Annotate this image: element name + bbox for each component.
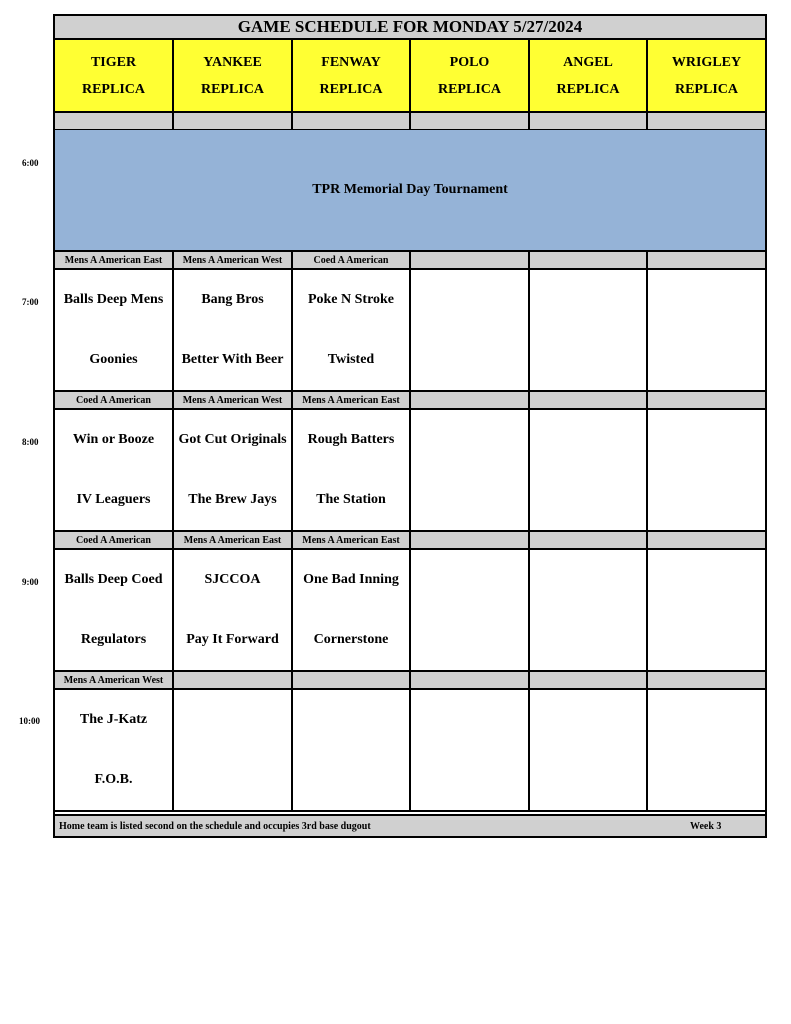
division-label: Mens A American West bbox=[174, 252, 293, 270]
away-team: One Bad Inning bbox=[303, 572, 399, 587]
home-team: The Station bbox=[316, 492, 386, 507]
field-sub: REPLICA bbox=[556, 81, 620, 97]
division-label bbox=[530, 392, 648, 410]
division-label bbox=[648, 392, 765, 410]
schedule-title: GAME SCHEDULE FOR MONDAY 5/27/2024 bbox=[55, 16, 765, 40]
division-label: Mens A American East bbox=[174, 532, 293, 550]
away-team: Bang Bros bbox=[201, 292, 264, 307]
game-cell bbox=[411, 550, 530, 672]
division-label: Coed A American bbox=[55, 532, 174, 550]
field-sub: REPLICA bbox=[200, 81, 264, 97]
away-team: Balls Deep Mens bbox=[63, 292, 164, 307]
spacer-cell bbox=[293, 113, 411, 131]
schedule-sheet bbox=[53, 14, 767, 838]
game-cell bbox=[55, 690, 174, 812]
footer-note: Home team is listed second on the schedule and occupies 3rd base dugout bbox=[59, 821, 371, 832]
division-label bbox=[293, 672, 411, 690]
spacer-cell bbox=[530, 113, 648, 131]
division-label bbox=[648, 252, 765, 270]
division-row bbox=[55, 392, 765, 410]
field-name: ANGEL bbox=[563, 54, 613, 70]
game-cell bbox=[411, 270, 530, 392]
field-sub: REPLICA bbox=[81, 81, 145, 97]
division-label bbox=[411, 532, 530, 550]
time-label: 8:00 bbox=[22, 437, 39, 447]
game-cell bbox=[55, 550, 174, 672]
division-label bbox=[530, 532, 648, 550]
spacer-cell bbox=[55, 113, 174, 131]
away-team: Balls Deep Coed bbox=[64, 572, 163, 587]
division-label bbox=[174, 672, 293, 690]
spacer-cell bbox=[174, 113, 293, 131]
home-team: Goonies bbox=[89, 352, 138, 367]
field-sub: REPLICA bbox=[437, 81, 501, 97]
field-header-polo bbox=[411, 40, 530, 113]
away-team: The J-Katz bbox=[79, 712, 148, 727]
division-label: Mens A American West bbox=[55, 672, 174, 690]
game-cell bbox=[648, 550, 765, 672]
game-cell bbox=[530, 550, 648, 672]
away-team: Rough Batters bbox=[307, 432, 395, 447]
home-team: F.O.B. bbox=[94, 772, 133, 787]
game-cell bbox=[293, 550, 411, 672]
away-team: Poke N Stroke bbox=[307, 292, 395, 307]
game-cell bbox=[411, 690, 530, 812]
division-label: Coed A American bbox=[55, 392, 174, 410]
game-slot-row bbox=[55, 690, 765, 812]
field-header-fenway bbox=[293, 40, 411, 113]
division-label bbox=[648, 672, 765, 690]
game-cell bbox=[648, 410, 765, 532]
field-name: POLO bbox=[449, 54, 490, 70]
game-cell bbox=[174, 690, 293, 812]
game-cell bbox=[293, 270, 411, 392]
game-slot-row bbox=[55, 410, 765, 532]
game-cell bbox=[648, 690, 765, 812]
game-cell bbox=[411, 410, 530, 532]
home-team: Cornerstone bbox=[313, 632, 389, 647]
game-cell bbox=[174, 550, 293, 672]
footer-bar bbox=[55, 814, 765, 836]
header-spacer-row bbox=[55, 113, 765, 131]
division-label bbox=[530, 672, 648, 690]
field-sub: REPLICA bbox=[674, 81, 738, 97]
game-cell bbox=[293, 410, 411, 532]
division-label: Mens A American East bbox=[293, 532, 411, 550]
field-header-row bbox=[55, 40, 765, 113]
division-row bbox=[55, 672, 765, 690]
field-header-angel bbox=[530, 40, 648, 113]
away-team: Got Cut Originals bbox=[178, 432, 287, 447]
field-name: TIGER bbox=[90, 54, 137, 70]
division-label: Coed A American bbox=[293, 252, 411, 270]
game-cell bbox=[174, 410, 293, 532]
home-team: Pay It Forward bbox=[186, 632, 279, 647]
division-label: Mens A American East bbox=[293, 392, 411, 410]
field-name: WRIGLEY bbox=[671, 54, 742, 70]
division-label bbox=[411, 392, 530, 410]
time-label: 6:00 bbox=[22, 158, 39, 168]
time-label: 9:00 bbox=[22, 577, 39, 587]
game-cell bbox=[530, 690, 648, 812]
field-sub: REPLICA bbox=[319, 81, 383, 97]
home-team: Regulators bbox=[80, 632, 147, 647]
division-label bbox=[411, 672, 530, 690]
game-cell bbox=[293, 690, 411, 812]
game-cell bbox=[648, 270, 765, 392]
field-header-tiger bbox=[55, 40, 174, 113]
field-header-wrigley bbox=[648, 40, 765, 113]
division-label bbox=[530, 252, 648, 270]
game-cell bbox=[55, 410, 174, 532]
game-cell bbox=[530, 410, 648, 532]
game-slot-row bbox=[55, 550, 765, 672]
game-cell bbox=[55, 270, 174, 392]
game-cell bbox=[174, 270, 293, 392]
game-cell bbox=[530, 270, 648, 392]
division-row bbox=[55, 532, 765, 550]
field-name: YANKEE bbox=[203, 54, 262, 70]
week-label: Week 3 bbox=[690, 821, 722, 832]
home-team: IV Leaguers bbox=[76, 492, 151, 507]
division-row bbox=[55, 252, 765, 270]
spacer-cell bbox=[411, 113, 530, 131]
home-team: Twisted bbox=[327, 352, 375, 367]
spacer-cell bbox=[648, 113, 765, 131]
field-name: FENWAY bbox=[321, 54, 381, 70]
away-team: Win or Booze bbox=[72, 432, 155, 447]
division-label: Mens A American West bbox=[174, 392, 293, 410]
division-label bbox=[648, 532, 765, 550]
away-team: SJCCOA bbox=[204, 572, 261, 587]
field-header-yankee bbox=[174, 40, 293, 113]
division-label bbox=[411, 252, 530, 270]
division-label: Mens A American East bbox=[55, 252, 174, 270]
game-slot-row bbox=[55, 270, 765, 392]
time-label: 10:00 bbox=[19, 716, 40, 726]
time-label: 7:00 bbox=[22, 297, 39, 307]
home-team: The Brew Jays bbox=[188, 492, 277, 507]
home-team: Better With Beer bbox=[181, 352, 284, 367]
tournament-block: TPR Memorial Day Tournament bbox=[55, 130, 765, 252]
